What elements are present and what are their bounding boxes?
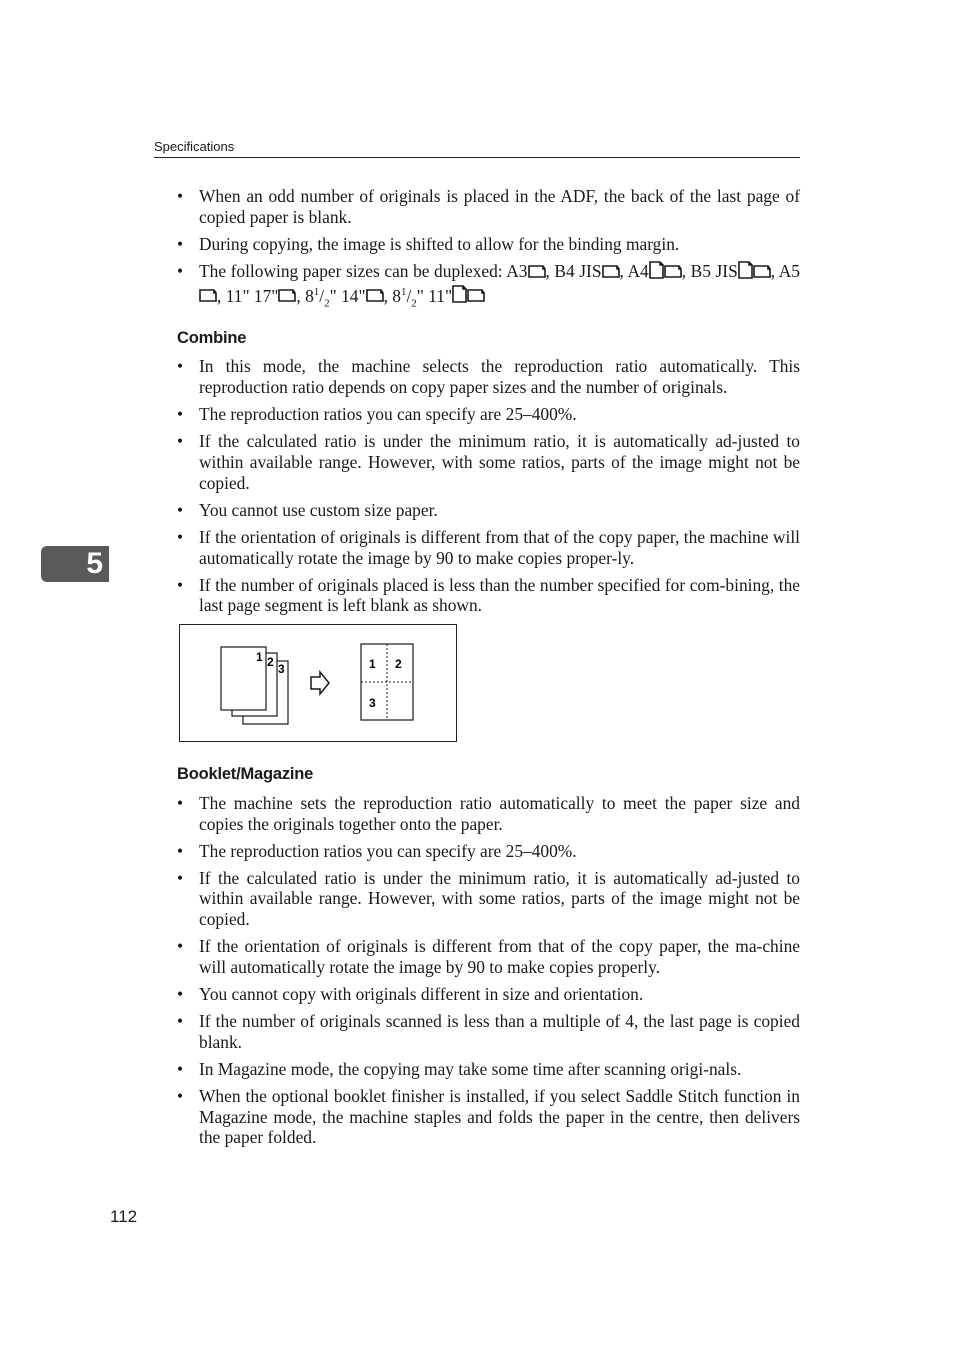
output-number-1: 1 [369,657,376,672]
list-item: • If the calculated ratio is under the minimum ratio, it is automatically ad-justed to within available range. However, with some ratios, parts of the image might not be copied. [177,868,800,930]
section-heading-combine: Combine [177,328,247,347]
booklet-list [177,793,800,1148]
landscape-paper-icon [528,264,546,279]
list-item-duplex-sizes: • The following paper sizes can be duplexed: A3 , B4 JIS , A4 , B5 JIS , A5, 11" 17" , $8^1/_2$" 14" , $8^1/_2$" 11" [177,261,800,314]
original-number-3: 3 [278,662,285,677]
chapter-tab: 5 [41,546,109,582]
list-item: • In this mode, the machine selects the reproduction ratio automatically. This reproduction ratio depends on copy paper sizes and the number of originals. [177,356,800,398]
running-head: Specifications [154,139,800,158]
intro-list [177,186,800,314]
landscape-paper-icon [366,288,384,303]
landscape-paper-icon [753,264,771,279]
list-item: • The machine sets the reproduction ratio automatically to meet the paper size and copies the originals together onto the paper. [177,793,800,835]
output-number-2: 2 [395,657,402,672]
list-item: • When an odd number of originals is placed in the ADF, the back of the last page of copied paper is blank. [177,186,800,228]
arrow-right-icon [311,672,329,694]
page-number: 112 [110,1207,138,1226]
output-number-3: 3 [369,696,376,711]
portrait-paper-icon [649,261,664,279]
list-item: • During copying, the image is shifted to allow for the binding margin. [177,234,800,255]
list-item: • If the calculated ratio is under the minimum ratio, it is automatically ad-justed to within available range. However, with some ratios, parts of the image might not be copied. [177,431,800,493]
list-item: • If the orientation of originals is different from that of the copy paper, the machine will automatically rotate the image by 90 to make copies proper-ly. [177,527,800,569]
list-item: • If the number of originals placed is less than the number specified for com-bining, the last page segment is left blank as shown. [177,575,800,617]
list-item: • The reproduction ratios you can specify are 25–400%. [177,841,800,862]
original-number-2: 2 [267,655,274,670]
list-item: • If the orientation of originals is different from that of the copy paper, the ma-chine will automatically rotate the image by 90 to make copies properly. [177,936,800,978]
list-item: • If the number of originals scanned is less than a multiple of 4, the last page is copied blank. [177,1011,800,1053]
landscape-paper-icon [199,288,217,303]
combine-list [177,356,800,616]
combine-illustration [179,624,457,742]
original-number-1: 1 [256,650,263,665]
landscape-paper-icon [664,264,682,279]
portrait-paper-icon [452,285,467,303]
landscape-paper-icon [467,288,485,303]
landscape-paper-icon [278,288,296,303]
portrait-paper-icon [738,261,753,279]
section-heading-booklet: Booklet/Magazine [177,765,314,784]
landscape-paper-icon [602,264,620,279]
list-item: • You cannot copy with originals different in size and orientation. [177,984,800,1005]
main-content [177,186,800,1154]
list-item: • The reproduction ratios you can specify are 25–400%. [177,404,800,425]
list-item: • When the optional booklet finisher is installed, if you select Saddle Stitch function in Magazine mode, the machine staples and folds the paper in the centre, then delivers the paper folded. [177,1086,800,1148]
list-item: • You cannot use custom size paper. [177,500,800,521]
list-item: • In Magazine mode, the copying may take some time after scanning origi-nals. [177,1059,800,1080]
